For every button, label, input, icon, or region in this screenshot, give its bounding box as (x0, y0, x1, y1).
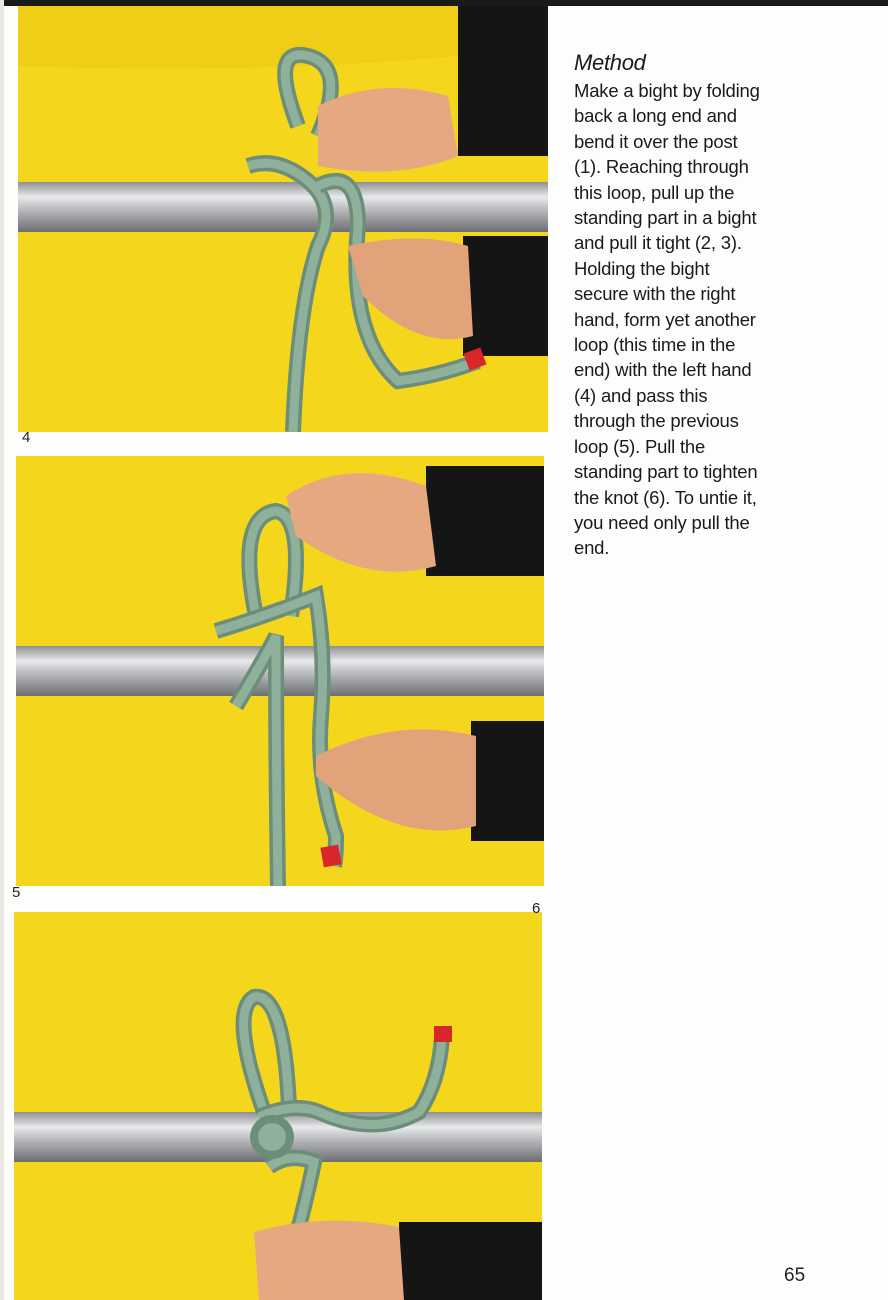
figure-number-5: 5 (12, 884, 21, 901)
method-body-text: Make a bight by folding back a long end and bend it over the post (1). Reaching through this loop, pull up the standing part in a bight and pull it tight (2, 3). Holding the bight secure with the right hand, form yet another loop (this time in the end) with the left hand (4) and pass this through the previous loop (5). Pull the standing part to tighten the knot (6). To untie it, you need only pull the end. (574, 80, 760, 559)
method-text-block (574, 50, 874, 561)
knot-step-5-photo (16, 456, 544, 886)
knot-step-4-photo (18, 6, 548, 432)
page-left-edge (0, 0, 4, 1300)
figure-number-6: 6 (532, 900, 541, 917)
figure-number-4: 4 (22, 429, 31, 446)
page-number: 65 (784, 1265, 806, 1286)
method-heading: Method (574, 50, 646, 75)
knot-step-6-photo (14, 912, 542, 1300)
